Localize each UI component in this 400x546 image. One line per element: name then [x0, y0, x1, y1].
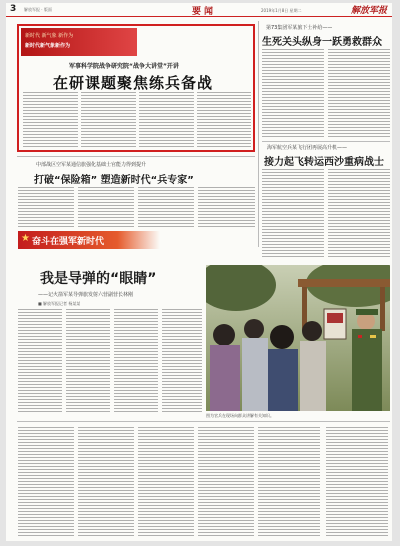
story-divider-2: [17, 421, 390, 422]
story-3-body-col-2: [66, 309, 110, 413]
page-header: [6, 3, 392, 17]
lead-banner-main: 新时代新气象新作为: [25, 43, 71, 49]
bottom-body-col-3: [138, 427, 194, 537]
story-3-headline[interactable]: 我是导弹的“眼睛”: [40, 271, 157, 287]
photo-caption: 图为官兵在现场向群众讲解有关知识。: [206, 413, 274, 418]
story-divider-1: [17, 156, 255, 157]
page-number: 3: [10, 4, 17, 14]
news-photo-image: [206, 265, 390, 411]
lead-headline: 在研课题聚焦练兵备战: [53, 74, 214, 92]
right-story-2-headline[interactable]: 接力起飞转运西沙重病战士: [264, 157, 384, 168]
right-story-1-kicker: 第73集团军某旅下士补给——: [266, 25, 333, 31]
column-divider: [258, 21, 259, 247]
news-photo[interactable]: [206, 265, 390, 411]
right-story-1-body-col-2: [328, 49, 390, 139]
header-sub: 解放军报 · 版面: [24, 7, 52, 12]
bottom-body-col-1: [18, 427, 74, 537]
bottom-body-col-2: [78, 427, 134, 537]
lead-banner-top: 新时代 新气象 新作为: [25, 33, 74, 39]
section-title: 要闻: [192, 7, 217, 17]
right-story-2-body-col-1: [262, 169, 324, 257]
story-2-body-col-3: [138, 187, 194, 227]
bottom-body-col-6: [326, 427, 388, 537]
bottom-body-col-5: [258, 427, 320, 537]
lead-body-col-1: [23, 92, 78, 148]
feature-ribbon: [18, 231, 160, 249]
feature-ribbon-label: 奋斗在强军新时代: [32, 237, 105, 247]
story-2-kicker: 中部战区空军某通信旅强化基础士官能力得到提升: [36, 162, 147, 168]
right-story-1-body-col-1: [262, 49, 324, 139]
story-3-kicker: ——记火箭军某导弹旅发射六营副营长林刚: [38, 292, 134, 298]
lead-body-col-2: [81, 92, 136, 148]
story-3-byline: ■ 解放军报记者 杨某某: [38, 301, 81, 306]
story-3-body-col-4: [162, 309, 202, 413]
story-3-body-col-3: [114, 309, 158, 413]
lead-banner: [21, 28, 137, 56]
bottom-body-col-4: [198, 427, 254, 537]
lead-story[interactable]: [17, 24, 255, 152]
right-story-2-kicker: 海军航空兵某飞行团再展高升机——: [267, 145, 348, 151]
story-2-body-col-1: [18, 187, 74, 227]
masthead-logo: 解放军报: [350, 6, 387, 16]
right-story-1-headline[interactable]: 生死关头纵身一跃勇救群众: [262, 37, 382, 48]
story-2-body-col-2: [78, 187, 134, 227]
story-3-body-col-1: [18, 309, 62, 413]
newspaper-page: [6, 3, 392, 541]
story-2-headline[interactable]: 打破“保险箱” 塑造新时代“兵专家”: [34, 175, 194, 186]
lead-body-col-3: [139, 92, 194, 148]
issue-date: 2019年1月8日 星期二: [261, 8, 302, 13]
lead-body-col-4: [197, 92, 251, 148]
lead-kicker: 军事科学院战争研究院“战争大讲堂”开讲: [69, 63, 179, 70]
story-2-body-col-4: [198, 187, 255, 227]
right-story-2-body-col-2: [328, 169, 390, 257]
star-icon: ★: [21, 233, 30, 244]
right-divider: [262, 141, 390, 142]
